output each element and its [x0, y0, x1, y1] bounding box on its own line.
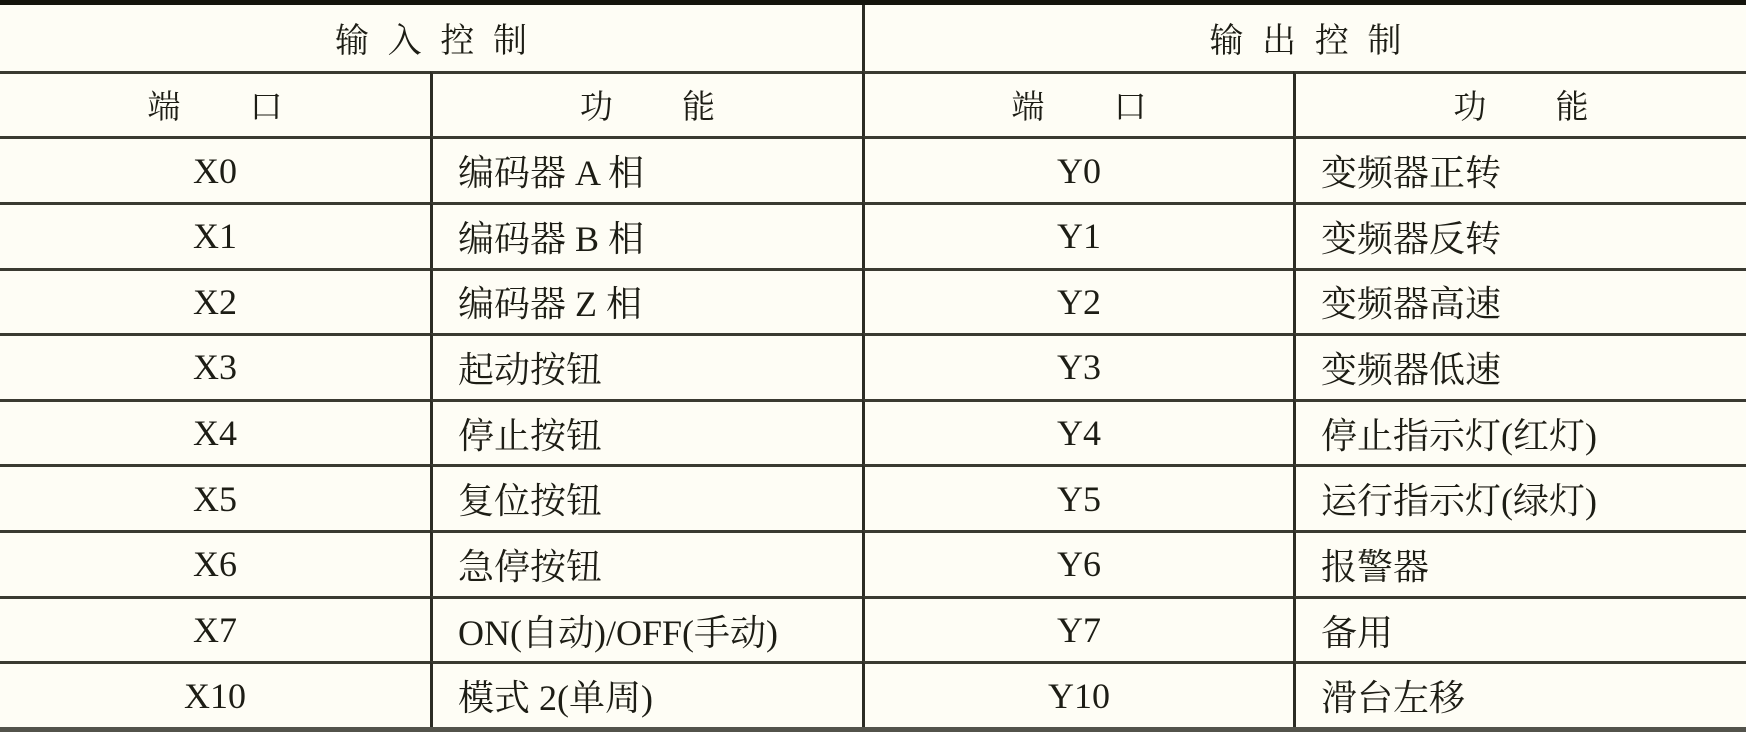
function-cell-x6: 急停按钮 [430, 530, 862, 596]
function-cell-y6: 报警器 [1293, 530, 1746, 596]
function-cell-x4: 停止按钮 [430, 399, 862, 465]
port-cell-y6: Y6 [862, 530, 1293, 596]
port-cell-y3: Y3 [862, 333, 1293, 399]
function-cell-y0: 变频器正转 [1293, 136, 1746, 202]
output-function-column-header: 功能 [1293, 71, 1746, 137]
port-cell-x4: X4 [0, 399, 430, 465]
function-cell-y10: 滑台左移 [1293, 661, 1746, 727]
function-cell-x3: 起动按钮 [430, 333, 862, 399]
function-cell-y4: 停止指示灯(红灯) [1293, 399, 1746, 465]
port-cell-x1: X1 [0, 202, 430, 268]
function-cell-y3: 变频器低速 [1293, 333, 1746, 399]
port-cell-y2: Y2 [862, 268, 1293, 334]
port-cell-x10: X10 [0, 661, 430, 727]
output-section-header [862, 5, 1746, 71]
port-cell-y4: Y4 [862, 399, 1293, 465]
function-cell-y7: 备用 [1293, 596, 1746, 662]
function-cell-x0: 编码器 A 相 [430, 136, 862, 202]
input-section-header [0, 5, 862, 71]
port-cell-y7: Y7 [862, 596, 1293, 662]
function-cell-y1: 变频器反转 [1293, 202, 1746, 268]
port-cell-x3: X3 [0, 333, 430, 399]
port-cell-x6: X6 [0, 530, 430, 596]
function-cell-y5: 运行指示灯(绿灯) [1293, 464, 1746, 530]
output-port-column-header: 端口 [862, 71, 1293, 137]
port-cell-x0: X0 [0, 136, 430, 202]
port-cell-y0: Y0 [862, 136, 1293, 202]
function-cell-x7: ON(自动)/OFF(手动) [430, 596, 862, 662]
function-cell-x2: 编码器 Z 相 [430, 268, 862, 334]
port-cell-y5: Y5 [862, 464, 1293, 530]
port-cell-y10: Y10 [862, 661, 1293, 727]
input-port-column-header: 端口 [0, 71, 430, 137]
port-cell-y1: Y1 [862, 202, 1293, 268]
function-cell-x5: 复位按钮 [430, 464, 862, 530]
port-cell-x7: X7 [0, 596, 430, 662]
function-cell-x1: 编码器 B 相 [430, 202, 862, 268]
function-cell-y2: 变频器高速 [1293, 268, 1746, 334]
port-cell-x2: X2 [0, 268, 430, 334]
input-function-column-header: 功能 [430, 71, 862, 137]
input-section-title: 输入控制 [334, 23, 546, 61]
port-cell-x5: X5 [0, 464, 430, 530]
output-section-title: 输出控制 [1209, 23, 1421, 61]
function-cell-x10: 模式 2(单周) [430, 661, 862, 727]
